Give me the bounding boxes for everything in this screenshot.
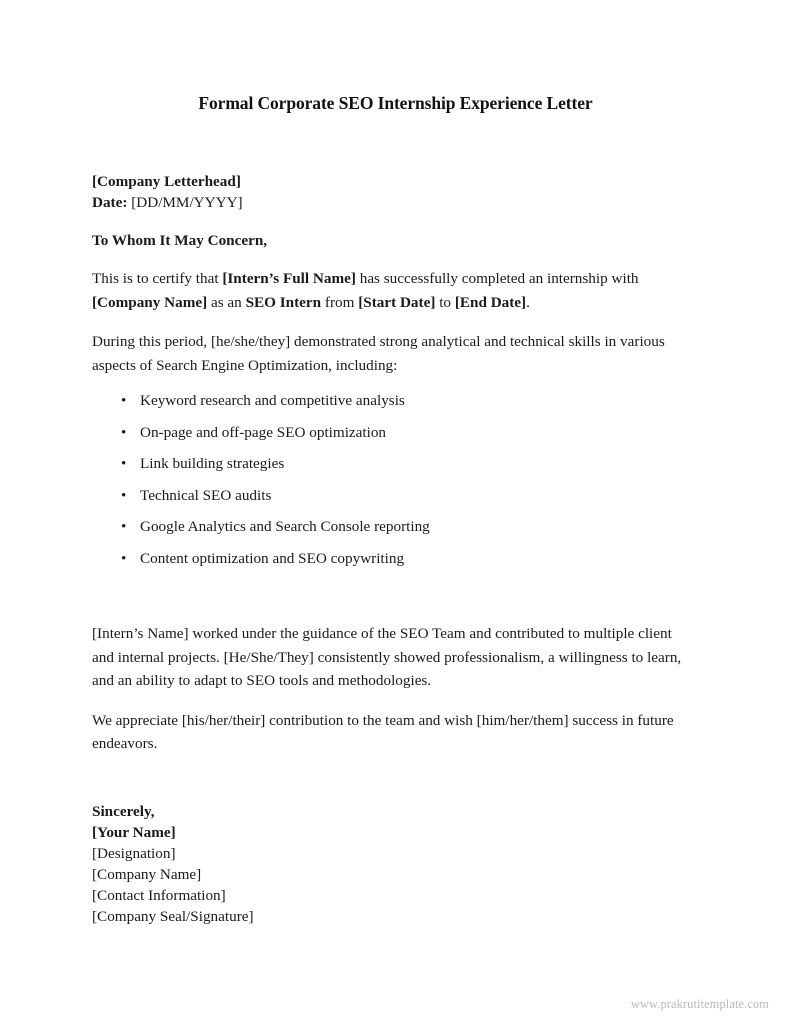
certify-seg-3: has successfully completed an internship with [355,270,639,287]
date-placeholder-value: [DD/MM/YYYY] [131,194,243,211]
footer-watermark: www.prakrutitemplate.com [630,997,769,1011]
paragraph-worked-under-guidance: [Intern’s Name] worked under the guidance of the SEO Team and contributed to multiple client and internal projects. [He/She/They] consistently showed professionalism, a willingness to learn, and an ability to adapt to SEO tools and methodologies. [92,625,682,689]
salutation: To Whom It May Concern, [92,232,268,249]
date-label: Date: [92,194,128,211]
list-item-label: On-page and off-page SEO optimization [140,423,387,441]
skills-list [92,390,684,569]
list-item-label: Google Analytics and Search Console reporting [140,518,430,535]
company-name-placeholder: [Company Name] [92,293,208,311]
spacer [92,579,684,622]
role-title: SEO Intern [245,293,322,311]
certify-seg-9: to [435,293,455,311]
certify-seg-11: . [526,293,530,311]
signature-block [92,801,684,927]
date-line [92,192,684,213]
end-date-placeholder: [End Date] [454,293,527,311]
your-name-placeholder: [Your Name] [92,823,176,841]
start-date-placeholder: [Start Date] [358,293,436,311]
bullet-icon: • [121,423,127,441]
bullet-icon: • [121,392,127,409]
list-item-label: Keyword research and competitive analysis [140,392,405,409]
certify-seg-7: from [321,293,359,311]
list-item-label: Content optimization and SEO copywriting [140,549,405,567]
paragraph-appreciation: We appreciate [his/her/their] contribution to the team and wish [him/her/them] success in future endeavors. [92,711,674,752]
list-item [92,516,684,537]
letter-content [92,120,684,927]
list-item [92,548,684,569]
contact-information-placeholder: [Contact Information] [92,886,226,904]
bullet-icon: • [121,518,127,535]
list-item [92,390,684,411]
designation-placeholder: [Designation] [92,844,176,862]
letterhead-block [92,171,684,213]
list-item-label: Technical SEO audits [140,486,272,504]
bullet-icon: • [121,455,127,472]
intern-full-name-placeholder: [Intern’s Full Name] [222,270,356,287]
paragraph-during-period: During this period, [he/she/they] demonstrated strong analytical and technical skills in various aspects of Search Engine Optimization, including: [92,333,665,374]
list-item [92,485,684,506]
company-seal-placeholder: [Company Seal/Signature] [92,907,254,925]
paragraph-certify [92,267,684,314]
company-letterhead-line: [Company Letterhead] [92,173,241,190]
bullet-icon: • [121,549,127,567]
company-name-placeholder: [Company Name] [92,865,202,883]
closing-line: Sincerely, [92,802,155,820]
certify-seg-5: as an [207,293,246,311]
list-item [92,453,684,474]
spacer [92,756,684,801]
list-item [92,422,684,443]
list-item-label: Link building strategies [140,455,285,472]
certify-seg-1: This is to certify that [92,270,223,287]
page-title: Formal Corporate SEO Internship Experience Letter [198,93,593,113]
bullet-icon: • [121,486,127,504]
